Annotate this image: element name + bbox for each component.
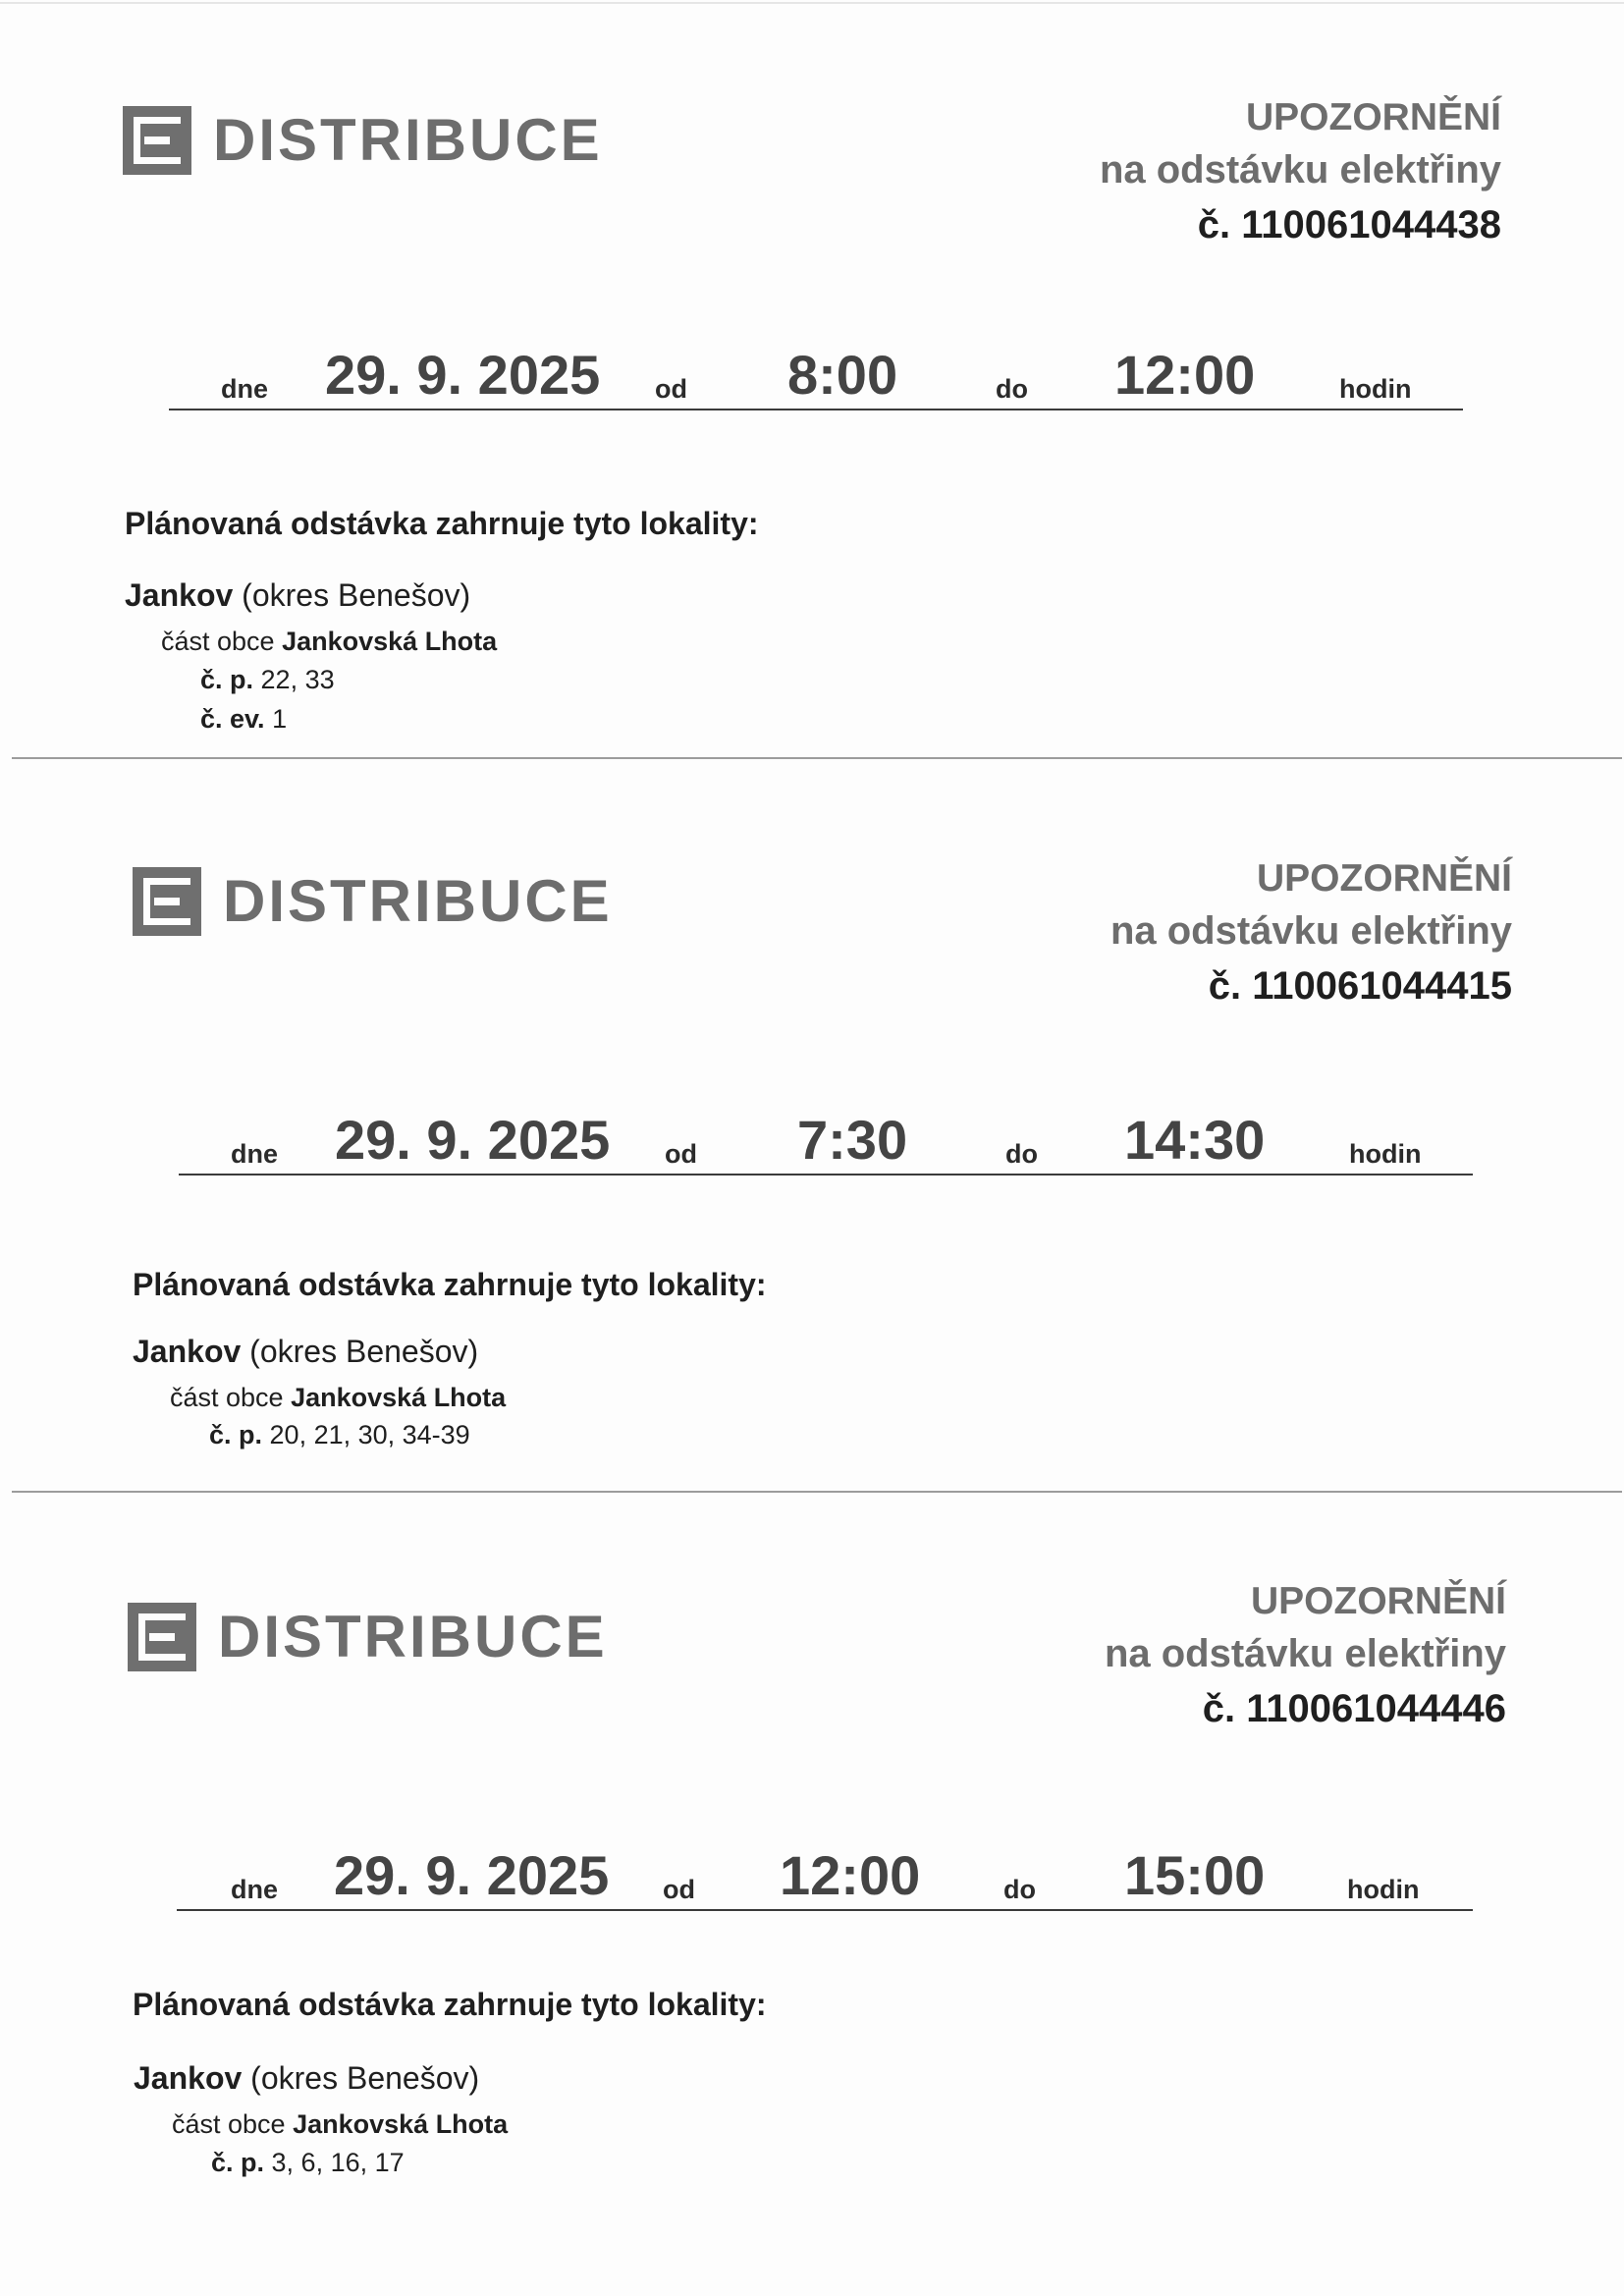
date-underline xyxy=(169,409,1463,410)
locality-part: část obce Jankovská Lhota xyxy=(170,1383,507,1412)
house-numbers: č. p. 22, 33 xyxy=(200,665,335,694)
date-underline xyxy=(177,1909,1473,1911)
from-time: 12:00 xyxy=(780,1844,921,1906)
notice-heading xyxy=(956,1577,1506,1736)
cut-line xyxy=(12,757,1622,759)
to-label: do xyxy=(996,374,1028,404)
notice-subtitle: na odstávku elektřiny xyxy=(1099,148,1501,191)
brand-name: DISTRIBUCE xyxy=(223,868,613,934)
cez-logo-icon xyxy=(128,1603,196,1671)
cez-distribuce-logo xyxy=(133,867,613,936)
hours-label: hodin xyxy=(1349,1139,1422,1169)
planned-localities-heading: Plánovaná odstávka zahrnuje tyto lokality: xyxy=(133,1987,767,2022)
planned-localities-heading: Plánovaná odstávka zahrnuje tyto lokality: xyxy=(133,1267,767,1302)
to-label: do xyxy=(1003,1875,1036,1904)
brand-name: DISTRIBUCE xyxy=(213,107,603,173)
hours-label: hodin xyxy=(1339,374,1412,404)
from-time: 8:00 xyxy=(787,344,898,406)
notice-subtitle: na odstávku elektřiny xyxy=(1104,1632,1506,1675)
locality-town: Jankov (okres Benešov) xyxy=(134,2060,480,2096)
outage-date: 29. 9. 2025 xyxy=(325,344,601,406)
outage-notice xyxy=(0,0,1624,761)
cez-logo-icon xyxy=(123,106,191,175)
notice-number: č. 110061044438 xyxy=(1197,203,1501,246)
outage-date: 29. 9. 2025 xyxy=(334,1844,610,1906)
locality-part: část obce Jankovská Lhota xyxy=(172,2109,509,2139)
date-underline xyxy=(179,1174,1473,1175)
from-label: od xyxy=(655,374,687,404)
from-label: od xyxy=(665,1139,697,1169)
house-numbers: č. p. 20, 21, 30, 34-39 xyxy=(209,1420,470,1449)
house-numbers: č. p. 3, 6, 16, 17 xyxy=(211,2148,405,2177)
outage-date-row xyxy=(169,344,1463,410)
to-time: 12:00 xyxy=(1114,344,1256,406)
outage-notice xyxy=(0,1493,1624,2254)
to-time: 15:00 xyxy=(1124,1844,1266,1906)
cez-logo-icon xyxy=(133,867,201,936)
notice-number: č. 110061044446 xyxy=(1202,1687,1506,1730)
date-label: dne xyxy=(231,1139,279,1169)
brand-name: DISTRIBUCE xyxy=(218,1604,608,1669)
to-time: 14:30 xyxy=(1124,1109,1266,1171)
notice-heading xyxy=(962,854,1512,1013)
notice-heading xyxy=(951,93,1501,252)
notice-subtitle: na odstávku elektřiny xyxy=(1110,909,1512,953)
date-label: dne xyxy=(221,374,269,404)
outage-date-row xyxy=(177,1844,1473,1911)
locality-town: Jankov (okres Benešov) xyxy=(133,1334,479,1369)
registration-numbers: č. ev. 1 xyxy=(200,704,288,734)
notice-title: UPOZORNĚNÍ xyxy=(1245,96,1501,138)
locality-town: Jankov (okres Benešov) xyxy=(125,577,471,613)
outage-date: 29. 9. 2025 xyxy=(335,1109,611,1171)
planned-localities-heading: Plánovaná odstávka zahrnuje tyto lokality: xyxy=(125,506,759,541)
outage-date-row xyxy=(179,1109,1473,1175)
from-label: od xyxy=(663,1875,695,1904)
from-time: 7:30 xyxy=(797,1109,908,1171)
outage-notice xyxy=(0,761,1624,1522)
to-label: do xyxy=(1005,1139,1038,1169)
notice-title: UPOZORNĚNÍ xyxy=(1250,1580,1506,1622)
locality-part: část obce Jankovská Lhota xyxy=(161,627,498,656)
cez-distribuce-logo xyxy=(128,1603,608,1671)
cez-distribuce-logo xyxy=(123,106,603,175)
notice-title: UPOZORNĚNÍ xyxy=(1256,857,1512,900)
date-label: dne xyxy=(231,1875,279,1904)
notice-number: č. 110061044415 xyxy=(1208,964,1512,1008)
hours-label: hodin xyxy=(1347,1875,1420,1904)
